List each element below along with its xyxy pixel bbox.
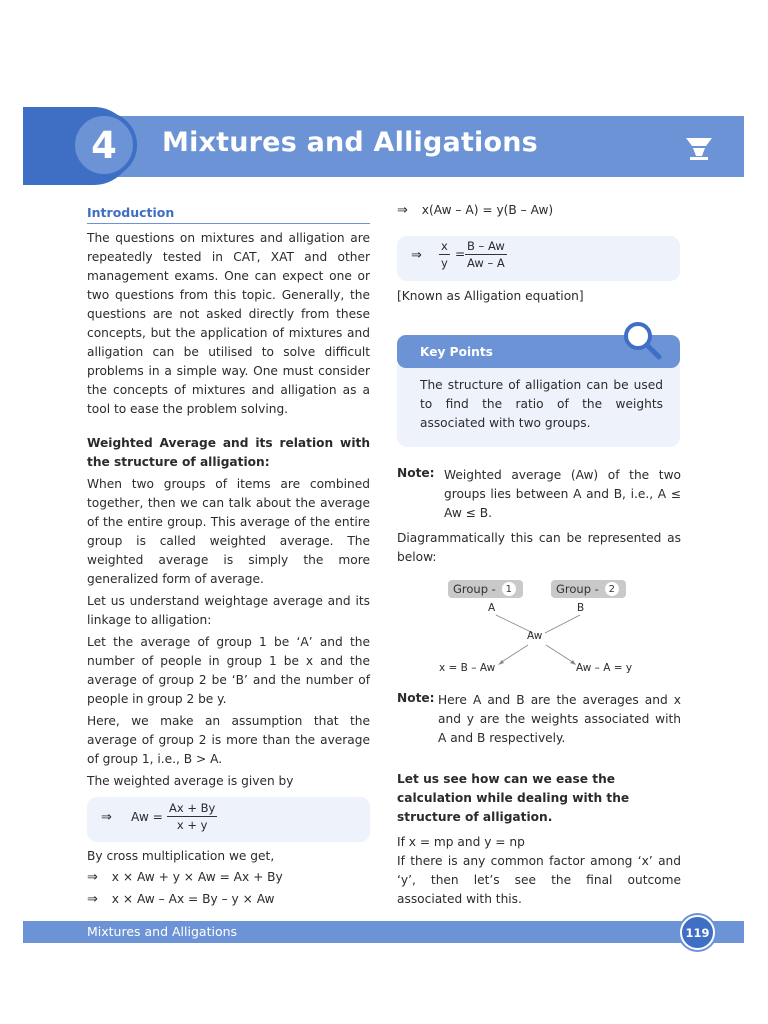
- group-label: Group -: [556, 582, 599, 596]
- ratio-fraction-left: [439, 239, 450, 270]
- node-aw: Aw: [527, 630, 543, 642]
- fraction-numerator: x: [441, 239, 448, 253]
- implies-arrow-icon: ⇒: [101, 810, 112, 825]
- implies-arrow-icon: ⇒: [87, 870, 98, 885]
- introduction-paragraph: The questions on mixtures and alligation are repeatedly tested in CAT, XAT and other management exams. One can expect one or two questions from this topic. Generally, the questions are not asked directly from these concepts, but the application of mixtures and alligation can be utilised to solve difficult problems in a simple way. One must consider the concepts of mixtures and alligation as a tool to ease the problem solving.: [87, 231, 370, 416]
- note-text: Here A and B are the averages and x and y are the weights associated with A and B respectively.: [438, 693, 681, 745]
- paragraph-cross-multiplication: By cross multiplication we get,: [87, 849, 275, 863]
- alligation-ratio-box: [397, 236, 680, 281]
- publisher-logo-icon: [684, 136, 714, 160]
- implies-arrow-icon: ⇒: [87, 892, 98, 907]
- equation-text: x(Aw – A) = y(B – Aw): [421, 203, 554, 217]
- fraction-denominator: Aw – A: [467, 256, 505, 270]
- equals-sign: =: [455, 247, 466, 261]
- paragraph-weighted-average: When two groups of items are combined together, then we can talk about the average of the entire group. This average of the entire group is called weighted average. The weighted average is simply the more generalized form of average.: [87, 477, 370, 586]
- footer-chapter-title: Mixtures and Alligations: [87, 924, 238, 939]
- ease-line-1: If x = mp and y = np: [397, 835, 525, 849]
- key-points-heading: Key Points: [397, 335, 680, 368]
- magnifier-icon: [620, 318, 664, 362]
- alligation-equation-caption: [Known as Alligation equation]: [397, 289, 584, 303]
- group-number: 1: [502, 582, 516, 596]
- fraction-numerator: B – Aw: [467, 239, 505, 253]
- equation-step-2: [87, 892, 275, 907]
- group-number: 2: [605, 582, 619, 596]
- paragraph-weighted-average-given: The weighted average is given by: [87, 774, 294, 788]
- alligation-diagram: [430, 575, 660, 680]
- equation-text: x × Aw + y × Aw = Ax + By: [111, 870, 283, 884]
- node-a: A: [488, 602, 496, 614]
- fraction-denominator: y: [441, 256, 448, 270]
- equation-step-3: [397, 203, 553, 218]
- fraction-denominator: x + y: [176, 818, 208, 832]
- diagram-intro-text: Diagrammatically this can be represented as below:: [397, 531, 681, 564]
- ratio-fraction-right: [465, 239, 507, 270]
- equation-step-1: [87, 870, 283, 885]
- formula-lhs: Aw =: [131, 810, 163, 824]
- group-1-badge: [448, 580, 523, 598]
- note-label: Note:: [397, 691, 435, 705]
- weighted-average-formula-box: [87, 797, 370, 842]
- page-number: 119: [680, 915, 715, 950]
- ease-calculation-heading: Let us see how can we ease the calculation while dealing with the structure of alligation.: [397, 772, 630, 824]
- ease-line-2: If there is any common factor among ‘x’ and ‘y’, then let’s see the final outcome associated with this.: [397, 854, 681, 906]
- weighted-average-fraction: [167, 801, 217, 832]
- note-text: Weighted average (Aw) of the two groups lies between A and B, i.e., A ≤ Aw ≤ B.: [444, 468, 681, 520]
- x-equation-label: x = B – Aw: [439, 662, 496, 674]
- y-equation-label: Aw – A = y: [576, 662, 633, 674]
- note-label: Note:: [397, 466, 435, 480]
- introduction-heading: Introduction: [87, 205, 370, 224]
- key-points-text: The structure of alligation can be used to find the ratio of the weights associated with two groups.: [420, 378, 663, 430]
- equation-text: x × Aw – Ax = By – y × Aw: [111, 892, 275, 906]
- group-label: Group -: [453, 582, 496, 596]
- ease-calculation-text: [397, 833, 681, 909]
- fraction-numerator: Ax + By: [169, 801, 216, 815]
- node-b: B: [577, 602, 585, 614]
- paragraph-linkage: Let us understand weightage average and its linkage to alligation:: [87, 594, 370, 627]
- implies-arrow-icon: ⇒: [411, 248, 422, 263]
- chapter-number: 4: [71, 112, 137, 178]
- weighted-average-heading: Weighted Average and its relation with the structure of alligation:: [87, 436, 370, 469]
- implies-arrow-icon: ⇒: [397, 203, 408, 218]
- paragraph-group-definitions: Let the average of group 1 be ‘A’ and the number of people in group 1 be x and the average of group 2 be ‘B’ and the number of people in group 2 be y.: [87, 635, 370, 706]
- group-2-badge: [551, 580, 626, 598]
- paragraph-assumption: Here, we make an assumption that the average of group 2 is more than the average of group 1, i.e., B > A.: [87, 714, 370, 766]
- chapter-title: Mixtures and Alligations: [162, 127, 538, 158]
